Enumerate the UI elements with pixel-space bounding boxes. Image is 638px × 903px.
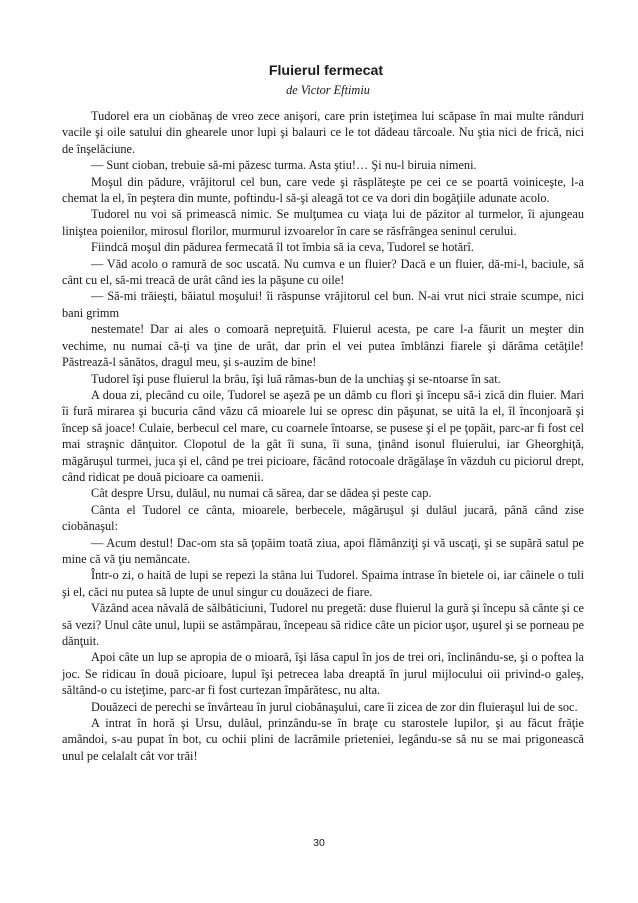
paragraph: Văzând acea năvală de sălbăticiuni, Tudorel nu pregetă: duse fluierul la gură şi începu să cânte şi ce să vezi? Unul câte unul, lupii se astâmpărau, începeau să ridice câte un picior uşor, uşurel şi se porneau pe dănţuit. [62,601,584,648]
paragraph: Tudorel îşi puse fluierul la brâu, îşi luă rămas-bun de la unchiaş şi se-ntoarse în sat. [91,371,501,386]
paragraph: Cât despre Ursu, dulăul, nu numai că sărea, dar se dădea şi peste cap. [91,486,432,501]
paragraph: — Să-mi trăieşti, băiatul moşului! îi răspunse vrăjitorul cel bun. N-ai vrut nici straie scumpe, nici bani grimm [62,289,584,320]
paragraph: A doua zi, plecând cu oile, Tudorel se aşeză pe un dâmb cu flori şi începu să-i zică din fluier. Mari îi fură mirarea şi bucuria când văzu că mioarele lui se opresc din păşunat, se uită la el, îl înconjoară şi încep să joace! Culaie, berbecul cel mare, cu coarnele întoarse, se pusese şi el pe ţopăit, parc-ar fi fost cel mai straşnic dănţuitor. Clopotul de la gât îi suna, îi suna, ţinând isonul fluierului, iar Gheorghiţă, măgăruşul turmei, juca şi el, când pe trei picioare, făcând rotocoale drăgălaşe în văzduh cu piciorul drept, când ridicat pe două picioare ca oamenii. [62,387,584,484]
paragraph: — Acum destul! Dac-om sta să ţopăim toată ziua, apoi flămânziţi şi vă uscaţi, şi se supără satul pe mine că vă ţiu nemâncate. [62,535,584,566]
paragraph: Tudorel era un ciobănaş de vreo zece anişori, care prin isteţimea lui scăpase în mai multe rânduri vacile şi oile satului din ghearele unor lupi şi balauri ce le tot dădeau târcoale. Nu ştia nici de frică, nici de înşelăciune. [62,109,584,156]
paragraph: Fiindcă moşul din pădurea fermecată îl tot îmbia să ia ceva, Tudorel se hotărî. [91,240,474,255]
paragraph: Într-o zi, o haită de lupi se repezi la stâna lui Tudorel. Spaima intrase în bietele oi, iar câinele o tuli şi el, căci nu putea să lupte de unul singur cu douăzeci de fiare. [62,568,584,599]
document-author: de Victor Eftimiu [286,83,370,97]
paragraph: Moşul din pădure, vrăjitorul cel bun, care vede şi răsplăteşte pe cei ce se poartă voiniceşte, l-a chemat la el, în peştera din munte, poftindu-l să-şi aleagă tot ce va dori din bogăţiile adunate acolo. [62,174,584,206]
paragraph-continuation: nestemate! Dar ai ales o comoară nepreţuită. Fluierul acesta, pe care l-a făurit un meşter din vechime, nu numai că-ţi va ţine de urât, dar prin el vei putea îmblânzi fiarele şi dărâma cetăţile! Păstrează-l sănătos, dragul meu, şi s-auzim de bine! [62,322,584,370]
paragraph: Tudorel nu voi să primească nimic. Se mulţumea cu viaţa lui de păzitor al turmelor, îi ajungeau liniştea poienilor, mirosul florilor, murmurul izvoarelor în care se răsfrângea seninul cerului. [62,207,584,238]
paragraph: — Sunt cioban, trebuie să-mi păzesc turma. Asta ştiu!… Şi nu-l biruia nimeni. [91,158,477,173]
document-page [62,62,584,764]
paragraph: Apoi câte un lup se apropia de o mioară, îşi lăsa capul în jos de trei ori, înclinându-se, şi o poftea la joc. Se ridicau în două picioare, lupul îşi petrecea laba dreaptă în jurul mijlocului oii privind-o galeş, săltând-o cu isteţime, parc-ar fi fost curtezan împărătesc, nu alta. [62,650,584,698]
paragraph: — Văd acolo o ramură de soc uscată. Nu cumva e un fluier? Dacă e un fluier, dă-mi-l, baciule, să cânt cu el, să-mi treacă de urât când ies la păşune cu oile! [62,256,584,288]
page-number: 30 [313,837,325,849]
document-title: Fluierul fermecat [268,63,384,79]
paragraph: A intrat în horă şi Ursu, dulăul, prinzându-se în braţe cu starostele lupilor, şi au făcut frăţie amândoi, s-au pupat în bot, cu ochii plini de lacrămile prieteniei, legându-se să nu se mai prigonească unul pe celalalt cât vor trăi! [62,716,584,763]
paragraph: Cânta el Tudorel ce cânta, mioarele, berbecele, măgăruşul şi dulăul jucară, până când zise ciobănaşul: [62,502,584,534]
paragraph: Douăzeci de perechi se învârteau în jurul ciobănaşului, care îi zicea de zor din fluieraşul lui de soc. [91,699,578,714]
